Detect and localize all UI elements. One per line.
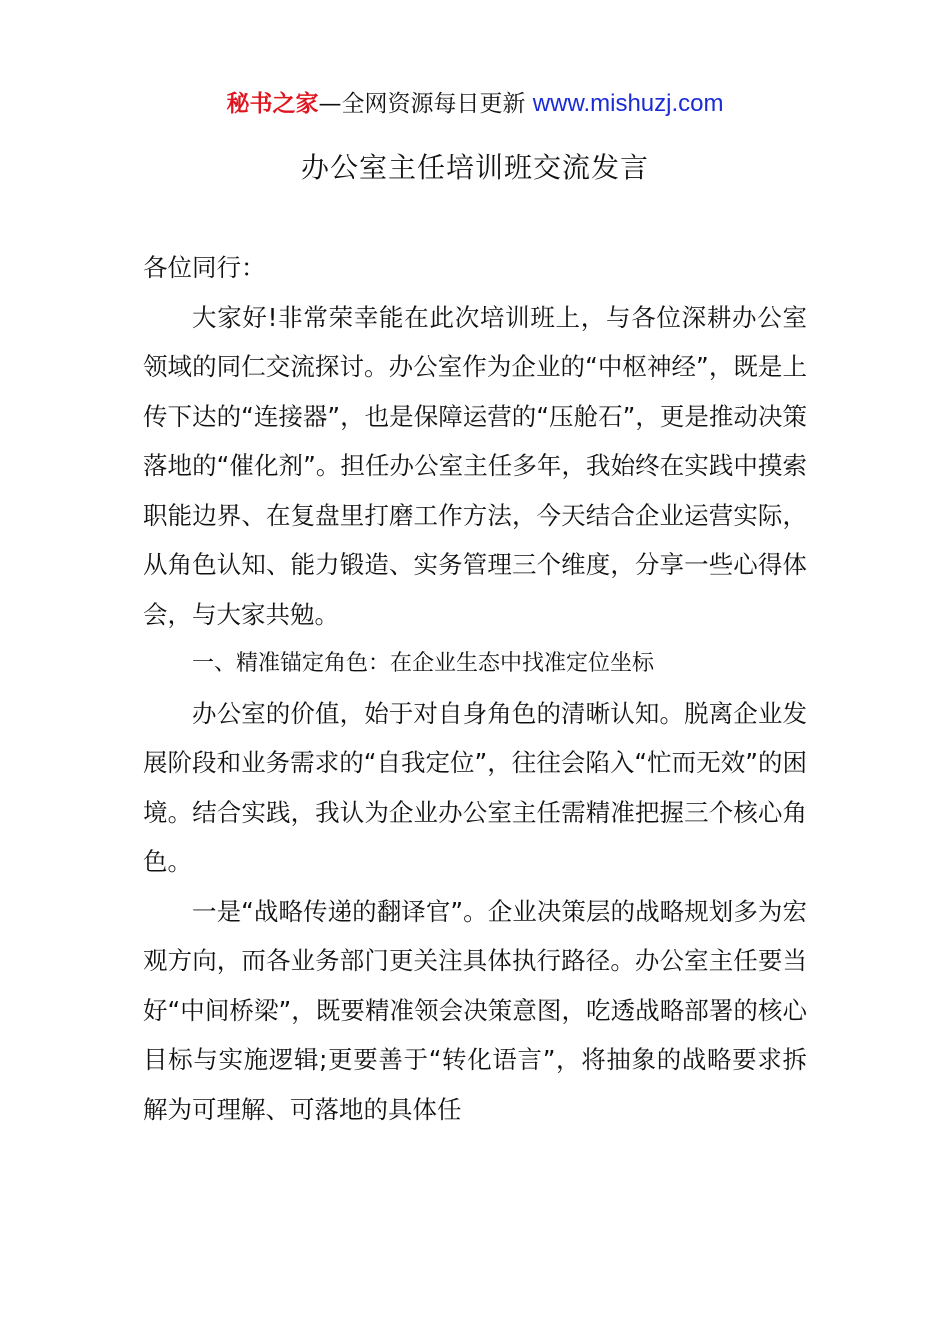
paragraph-intro: 大家好!非常荣幸能在此次培训班上，与各位深耕办公室领域的同仁交流探讨。办公室作为企业的“中枢神经”，既是上传下达的“连接器”，也是保障运营的“压舱石”，更是推动决策落地的“催化剂”。担任办公室主任多年，我始终在实践中摸索职能边界、在复盘里打磨工作方法，今天结合企业运营实际，从角色认知、能力锻造、实务管理三个维度，分享一些心得体会，与大家共勉。 [143,302,807,629]
banner-tagline: —全网资源每日更新 [318,91,526,117]
site-banner [0,88,950,120]
brand-name: 秘书之家 [226,91,319,117]
section-heading-1: 一、精准锚定角色：在企业生态中找准定位坐标 [192,651,655,676]
paragraph-role-intro: 办公室的价值，始于对自身角色的清晰认知。脱离企业发展阶段和业务需求的“自我定位”，往往会陷入“忙而无效”的困境。结合实践，我认为企业办公室主任需精准把握三个核心角色。 [143,698,807,876]
document-title: 办公室主任培训班交流发言 [300,151,649,184]
document-body [143,243,807,1134]
paragraph-role-1: 一是“战略传递的翻译官”。企业决策层的战略规划多为宏观方向，而各业务部门更关注具体执行路径。办公室主任要当好“中间桥梁”，既要精准领会决策意图，吃透战略部署的核心目标与实施逻辑;更要善于“转化语言”，将抽象的战略要求拆解为可理解、可落地的具体任 [143,896,807,1124]
banner-url-link[interactable]: www.mishuzj.com [532,90,724,117]
salutation: 各位同行： [143,253,266,282]
